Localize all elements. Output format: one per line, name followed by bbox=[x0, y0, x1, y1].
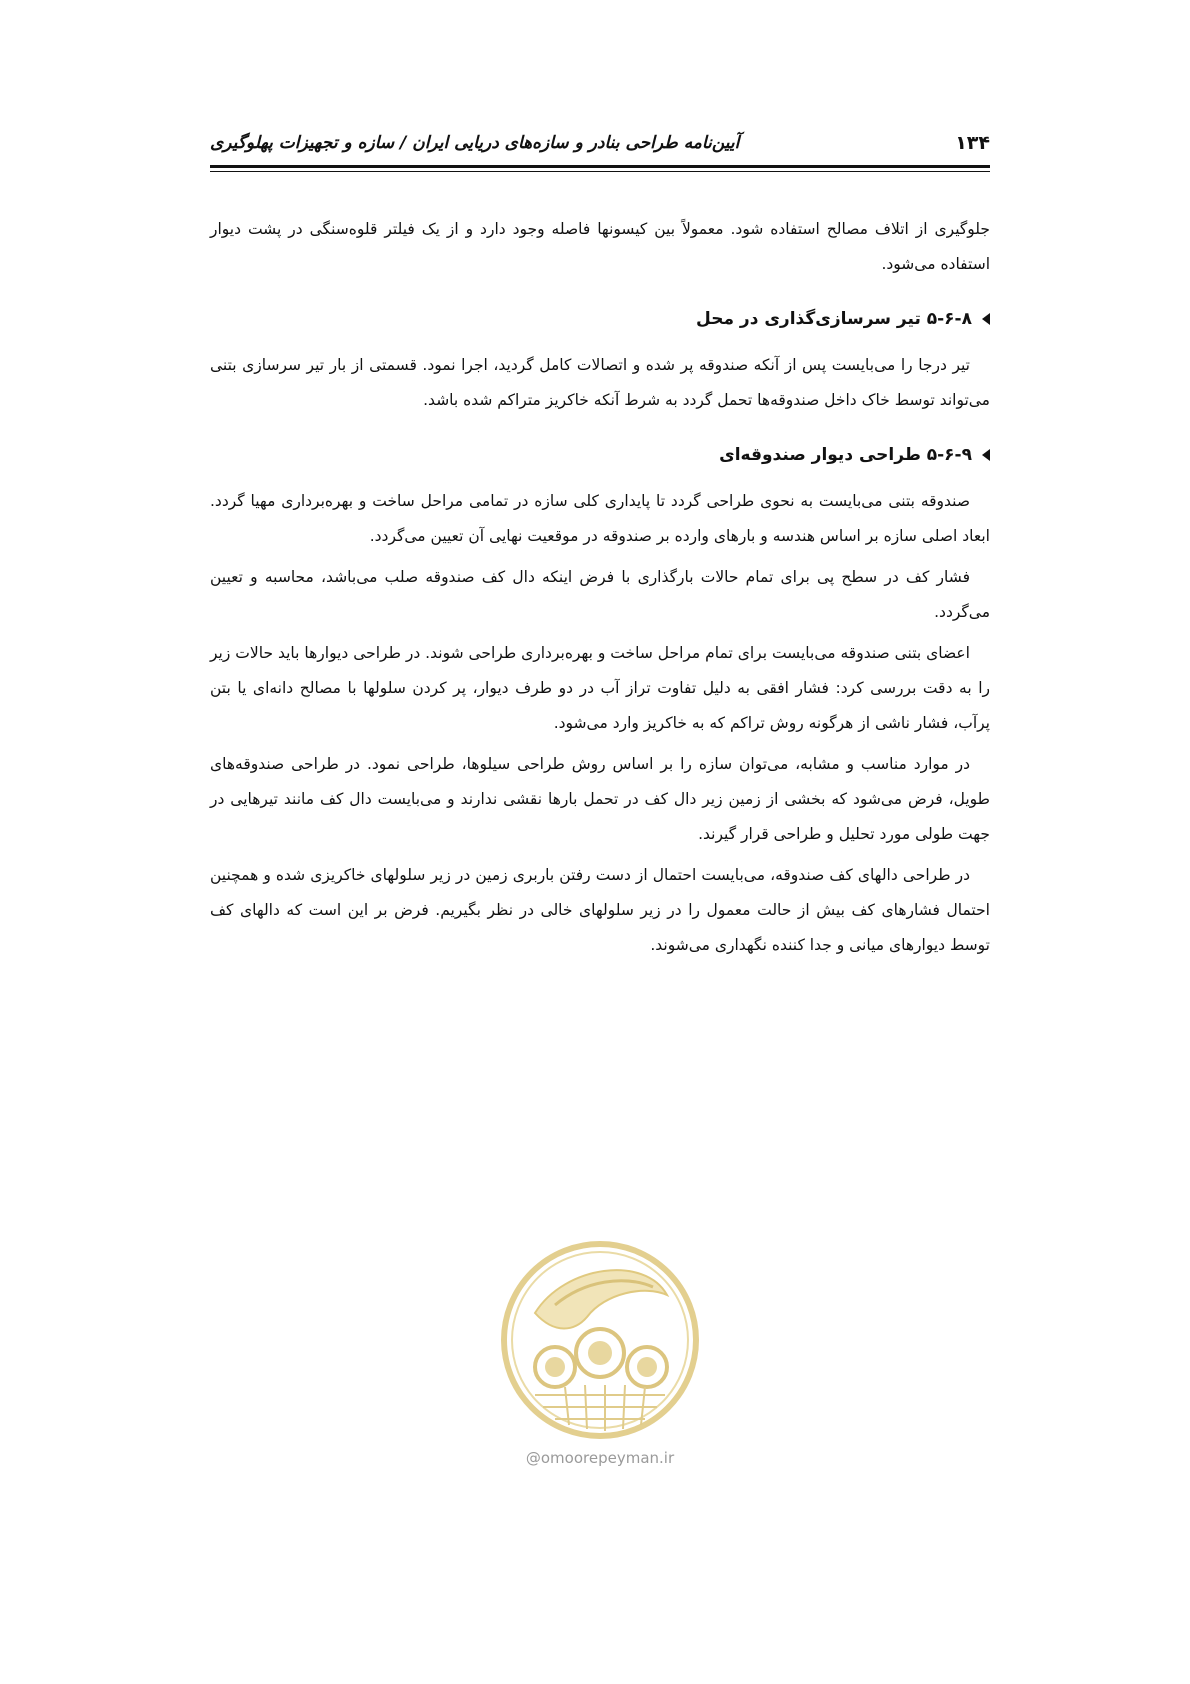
section-heading-9-text: ۵-۶-۹ طراحی دیوار صندوقه‌ای bbox=[719, 445, 972, 465]
section-9-paragraph-1: صندوقه بتنی می‌بایست به نحوی طراحی گردد تا پایداری کلی سازه در تمامی مراحل ساخت و بهره‌برداری مهیا گردد. ابعاد اصلی سازه بر اساس هندسه و بارهای وارده بر صندوقه در موقعیت نهایی آن تعیین می‌گردد. bbox=[210, 492, 990, 545]
body-content bbox=[210, 212, 990, 969]
watermark-seal-icon bbox=[495, 1235, 705, 1445]
section-9-paragraph-4: در موارد مناسب و مشابه، می‌توان سازه را بر اساس روش طراحی سیلوها، طراحی نمود. در طراحی صندوقه‌های طویل، فرض می‌شود که بخشی از زمین زیر دال کف در تحمل بارها نقشی ندارند و می‌بایست دال کف مانند تیرهایی در جهت طولی مورد تحلیل و طراحی قرار گیرند. bbox=[210, 755, 990, 843]
watermark-url: @omoorepeyman.ir bbox=[525, 1449, 675, 1467]
page-number: ۱۳۴ bbox=[955, 132, 990, 154]
header-rule-thin bbox=[210, 171, 990, 172]
section-heading-8 bbox=[210, 304, 990, 334]
section-9-paragraph-3: اعضای بتنی صندوقه می‌بایست برای تمام مراحل ساخت و بهره‌برداری طراحی شوند. در طراحی دیوارها باید حالات زیر را به دقت بررسی کرد: فشار افقی به دلیل تفاوت تراز آب در دو طرف دیوار، پر کردن سلولها با مصالح دانه‌ای یا بتن پرآب، فشار ناشی از هرگونه روش تراکم که به خاکریز وارد می‌شود. bbox=[210, 644, 990, 732]
watermark-logo bbox=[495, 1235, 705, 1475]
section-8-paragraph: تیر درجا را می‌بایست پس از آنکه صندوقه پر شده و اتصالات کامل گردید، اجرا نمود. قسمتی از بار تیر سرسازی بتنی می‌تواند توسط خاک داخل صندوقه‌ها تحمل گردد به شرط آنکه خاکریز متراکم شده باشد. bbox=[210, 356, 990, 409]
section-heading-9 bbox=[210, 440, 990, 470]
running-header bbox=[210, 128, 990, 162]
header-rule-thick bbox=[210, 165, 990, 168]
section-9-paragraph-5: در طراحی دالهای کف صندوقه، می‌بایست احتمال از دست رفتن باربری زمین در زیر سلولهای خاکریزی شده و همچنین احتمال فشارهای کف بیش از حالت معمول را در زیر سلولهای خالی در نظر بگیریم. فرض بر این است که دالهای کف توسط دیوارهای میانی و جدا کننده نگهداری می‌شوند. bbox=[210, 866, 990, 954]
triangle-bullet-icon bbox=[982, 313, 990, 325]
section-heading-8-text: ۵-۶-۸ تیر سرسازی‌گذاری در محل bbox=[696, 309, 972, 329]
running-header-title: آیین‌نامه طراحی بنادر و سازه‌های دریایی ایران / سازه و تجهیزات پهلوگیری bbox=[210, 133, 740, 153]
section-9-paragraph-2: فشار کف در سطح پی برای تمام حالات بارگذاری با فرض اینکه دال کف صندوقه صلب می‌باشد، محاسبه و تعیین می‌گردد. bbox=[210, 568, 990, 621]
triangle-bullet-icon bbox=[982, 449, 990, 461]
intro-paragraph: جلوگیری از اتلاف مصالح استفاده شود. معمولاً بین کیسونها فاصله وجود دارد و از یک فیلتر قلوه‌سنگی در پشت دیوار استفاده می‌شود. bbox=[210, 220, 990, 273]
